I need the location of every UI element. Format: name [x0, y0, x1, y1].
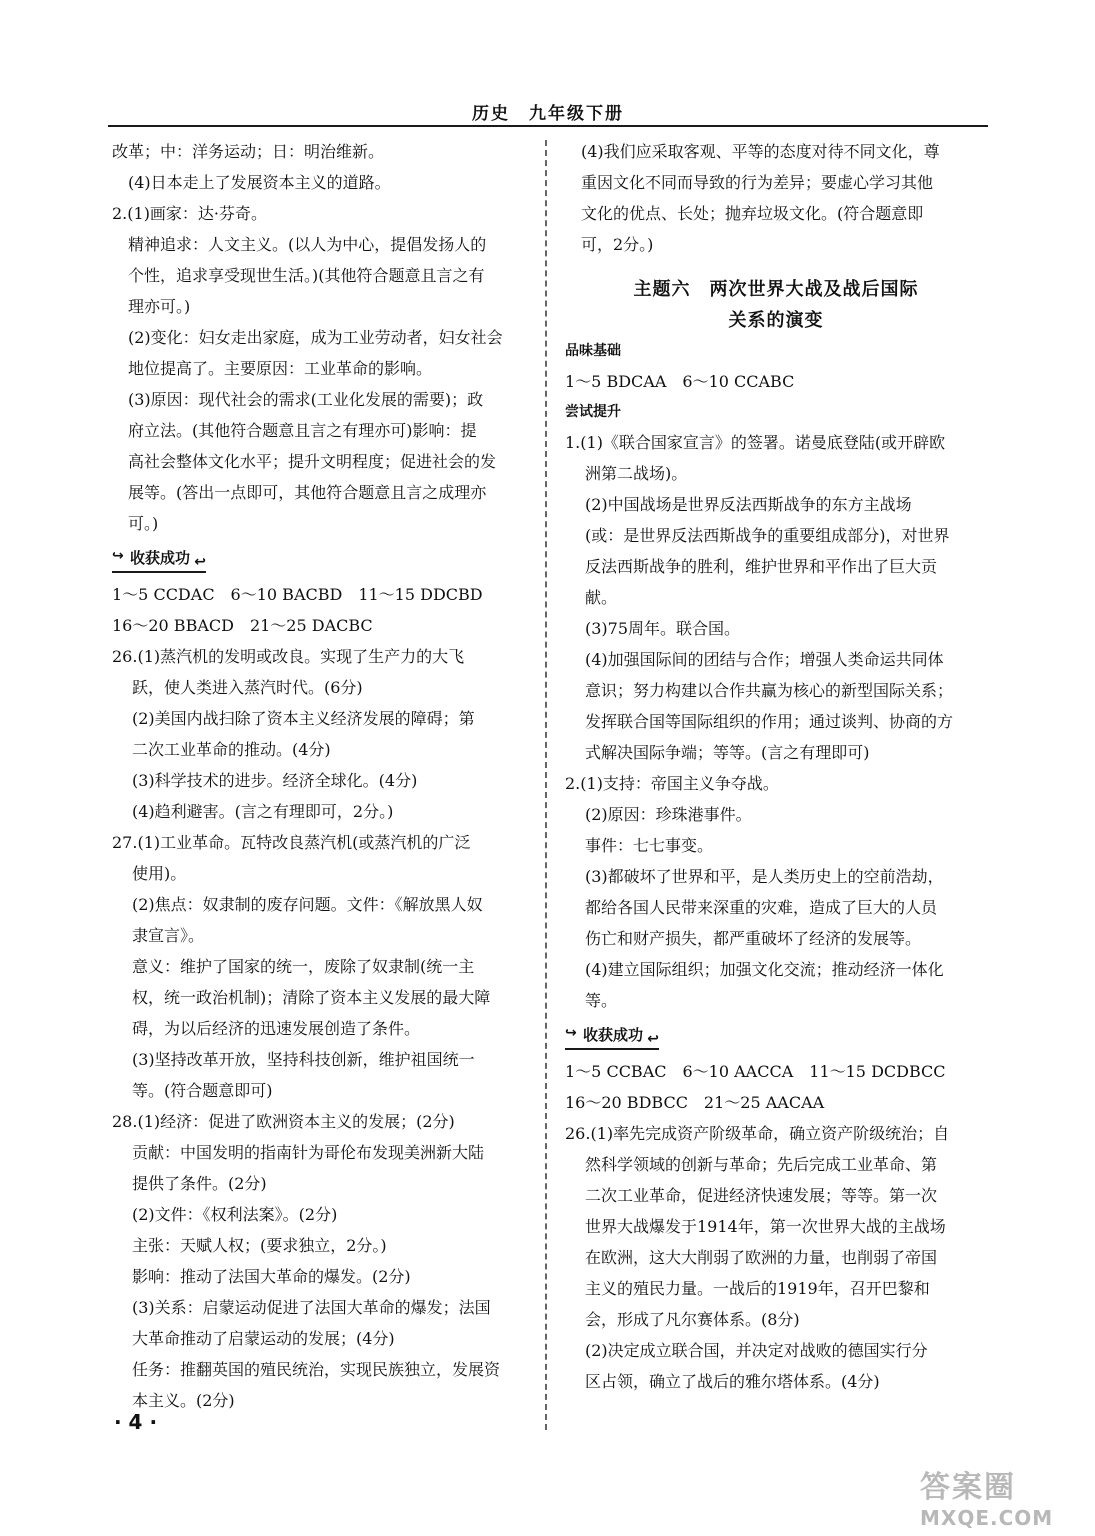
text-line: (2)焦点：奴隶制的废存问题。文件：《解放黑人奴 [132, 895, 483, 914]
section-heading: 品味基础 [565, 343, 621, 359]
text-line: (4)趋利避害。(言之有理即可，2分。) [132, 802, 394, 821]
text-line: 跃，使人类进入蒸汽时代。(6分) [132, 678, 363, 697]
text-line: 2.(1)画家：达·芬奇。 [112, 204, 268, 223]
text-line: 2.(1)支持：帝国主义争夺战。 [565, 774, 779, 793]
text-line: (4)我们应采取客观、平等的态度对待不同文化，尊 [581, 142, 940, 161]
text-line: 28.(1)经济：促进了欧洲资本主义的发展；(2分) [112, 1112, 455, 1131]
text-line: (3)都破坏了世界和平，是人类历史上的空前浩劫， [585, 867, 944, 886]
text-line: 二次工业革命，促进经济快速发展；等等。第一次 [585, 1186, 938, 1205]
text-line: 献。 [585, 588, 618, 607]
text-line: 个性，追求享受现世生活。)(其他符合题意且言之有 [128, 266, 485, 285]
text-line: 在欧洲，这大大削弱了欧洲的力量，也削弱了帝国 [585, 1248, 938, 1267]
right-column [565, 136, 987, 1397]
text-line: 改革；中：洋务运动；日：明治维新。 [112, 142, 385, 161]
text-line: (3)原因：现代社会的需求(工业化发展的需要)；政 [128, 390, 484, 409]
text-line: 26.(1)率先完成资产阶级革命，确立资产阶级统治；自 [565, 1124, 950, 1143]
text-line: 反法西斯战争的胜利，维护世界和平作出了巨大贡 [585, 557, 938, 576]
text-line: 等。(符合题意即可) [132, 1081, 273, 1100]
header-title: 历史 九年级下册 [472, 104, 624, 124]
badge-label: 收获成功 [583, 1026, 644, 1044]
curl-arrow-icon: ↩ [194, 554, 207, 570]
text-line: 会，形成了凡尔赛体系。(8分) [585, 1310, 800, 1329]
watermark [920, 1462, 1053, 1530]
text-line: (2)原因：珍珠港事件。 [585, 805, 752, 824]
text-line: 使用)。 [132, 864, 187, 883]
text-line: 26.(1)蒸汽机的发明或改良。实现了生产力的大飞 [112, 647, 465, 666]
text-line: 16～20 BDBCC 21～25 AACAA [565, 1093, 825, 1112]
section-badge [565, 1016, 987, 1056]
topic-title: 主题六 两次世界大战及战后国际 [633, 279, 919, 300]
text-line: (3)关系：启蒙运动促进了法国大革命的爆发；法国 [132, 1298, 491, 1317]
section-badge [112, 539, 532, 579]
text-line: 任务：推翻英国的殖民统治，实现民族独立，发展资 [132, 1360, 501, 1379]
text-line: 本主义。(2分) [132, 1391, 235, 1410]
text-line: 意义：维护了国家的统一，废除了奴隶制(统一主 [132, 957, 475, 976]
text-line: (4)日本走上了发展资本主义的道路。 [128, 173, 391, 192]
text-line: 伤亡和财产损失，都严重破坏了经济的发展等。 [585, 929, 922, 948]
text-line: (4)加强国际间的团结与合作；增强人类命运共同体 [585, 650, 944, 669]
text-line: 二次工业革命的推动。(4分) [132, 740, 331, 759]
column-divider [545, 140, 547, 1430]
text-line: 隶宣言》。 [132, 926, 205, 945]
text-line: (2)文件：《权利法案》。(2分) [132, 1205, 338, 1224]
text-line: 都给各国人民带来深重的灾难，造成了巨大的人员 [585, 898, 938, 917]
text-line: 文化的优点、长处；抛弃垃圾文化。(符合题意即 [581, 204, 924, 223]
text-line: 展等。(答出一点即可，其他符合题意且言之成理亦 [128, 483, 487, 502]
text-line: 提供了条件。(2分) [132, 1174, 267, 1193]
page-header [108, 95, 988, 127]
left-column [112, 136, 532, 1416]
page-number: · 4 · [114, 1410, 158, 1434]
section-heading: 尝试提升 [565, 404, 621, 420]
text-line: 发挥联合国等国际组织的作用；通过谈判、协商的方 [585, 712, 954, 731]
text-line: 世界大战爆发于1914年，第一次世界大战的主战场 [585, 1217, 946, 1236]
text-line: 区占领，确立了战后的雅尔塔体系。(4分) [585, 1372, 880, 1391]
topic-title-line2: 关系的演变 [728, 310, 824, 331]
text-line: 可，2分。) [581, 235, 654, 254]
text-line: 式解决国际争端；等等。(言之有理即可) [585, 743, 870, 762]
text-line: 意识；努力构建以合作共赢为核心的新型国际关系； [585, 681, 954, 700]
text-line: 碍，为以后经济的迅速发展创造了条件。 [132, 1019, 421, 1038]
text-line: 府立法。(其他符合题意且言之有理亦可)影响：提 [128, 421, 477, 440]
text-line: (2)中国战场是世界反法西斯战争的东方主战场 [585, 495, 912, 514]
text-line: 高社会整体文化水平；提升文明程度；促进社会的发 [128, 452, 497, 471]
text-line: 精神追求：人文主义。(以人为中心，提倡发扬人的 [128, 235, 487, 254]
text-line: 理亦可。) [128, 297, 191, 316]
text-line: 大革命推动了启蒙运动的发展；(4分) [132, 1329, 395, 1348]
text-line: (4)建立国际组织；加强文化交流；推动经济一体化 [585, 960, 944, 979]
text-line: 地位提高了。主要原因：工业革命的影响。 [128, 359, 433, 378]
text-line: 权，统一政治机制)；清除了资本主义发展的最大障 [132, 988, 491, 1007]
text-line: 1.(1)《联合国家宣言》的签署。诺曼底登陆(或开辟欧 [565, 433, 946, 452]
text-line: (或：是世界反法西斯战争的重要组成部分)，对世界 [585, 526, 950, 545]
text-line: 16～20 BBACD 21～25 DACBC [112, 616, 373, 635]
text-line: 可。) [128, 514, 159, 533]
text-line: 27.(1)工业革命。瓦特改良蒸汽机(或蒸汽机的广泛 [112, 833, 471, 852]
text-line: (2)决定成立联合国，并决定对战败的德国实行分 [585, 1341, 928, 1360]
curl-arrow-icon: ↪ [112, 548, 124, 564]
badge-label: 收获成功 [130, 549, 191, 567]
text-line: 洲第二战场)。 [585, 464, 688, 483]
watermark-logo-text: 答案圈 [920, 1470, 1016, 1505]
watermark-url: MXQE.COM [920, 1506, 1054, 1530]
text-line: 主义的殖民力量。一战后的1919年，召开巴黎和 [585, 1279, 930, 1298]
text-line: (2)美国内战扫除了资本主义经济发展的障碍；第 [132, 709, 475, 728]
curl-arrow-icon: ↪ [565, 1025, 577, 1041]
text-line: 事件：七七事变。 [585, 836, 714, 855]
text-line: 贡献：中国发明的指南针为哥伦布发现美洲新大陆 [132, 1143, 485, 1162]
text-line: (3)科学技术的进步。经济全球化。(4分) [132, 771, 418, 790]
text-line: (2)变化：妇女走出家庭，成为工业劳动者，妇女社会 [128, 328, 503, 347]
text-line: 等。 [585, 991, 618, 1010]
text-line: (3)75周年。联合国。 [585, 619, 741, 638]
text-line: 然科学领域的创新与革命；先后完成工业革命、第 [585, 1155, 938, 1174]
text-line: 影响：推动了法国大革命的爆发。(2分) [132, 1267, 411, 1286]
text-line: (3)坚持改革开放，坚持科技创新，维护祖国统一 [132, 1050, 475, 1069]
text-line: 主张：天赋人权；(要求独立，2分。) [132, 1236, 387, 1255]
text-line: 1～5 CCBAC 6～10 AACCA 11～15 DCDBCC [565, 1062, 946, 1081]
curl-arrow-icon: ↩ [647, 1031, 660, 1047]
answer-line: 1～5 BDCAA 6～10 CCABC [565, 372, 795, 391]
text-line: 重因文化不同而导致的行为差异；要虚心学习其他 [581, 173, 934, 192]
text-line: 1～5 CCDAC 6～10 BACBD 11～15 DDCBD [112, 585, 483, 604]
